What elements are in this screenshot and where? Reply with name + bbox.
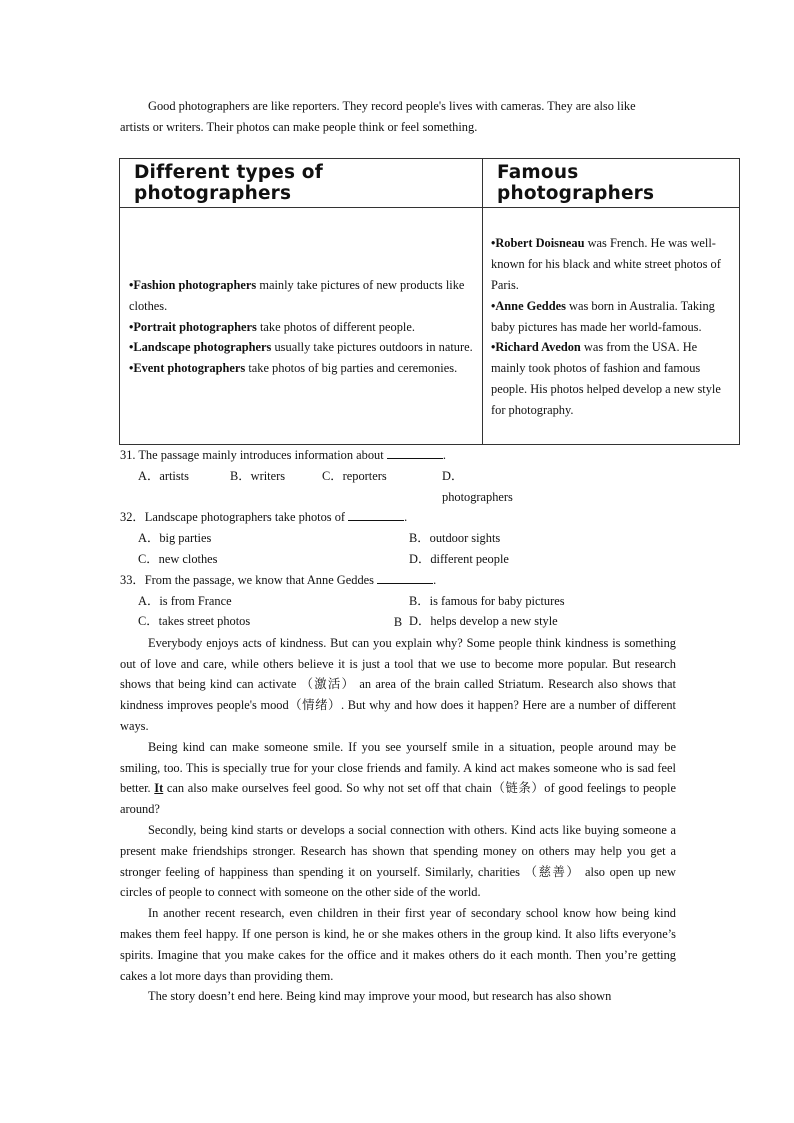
option-d: D．helps develop a new style [409,614,558,629]
option-a: A．is from France [138,593,232,608]
passage-paragraph-1: Everybody enjoys acts of kindness. But can you explain why? Some people think kindness is something out of love and care, while others believe it is just a tool that we use to become more popular. But research shows that being kind can activate （激活） an area of the brain called Striatum. Research also shows that kindness improves people's mood（情绪）. But why and how does it happen? Here are a number of different ways. [120,635,676,733]
answer-blank [387,446,443,459]
passage-paragraph-3: Secondly, being kind starts or develops a social connection with others. Kind acts like buying someone a present make friendships stronger. Research has shown that spending money on others may help you get a stronger feeling of happiness than spending it on yourself. Similarly, charities （慈善） also open up new circles of people to connect with someone on the other side of the world. [120,822,676,900]
passage-b [120,612,676,1007]
option-a: A．big parties [138,531,212,546]
type-item-fashion: •Fashion photographers mainly take pictures of new products like clothes. [129,278,465,313]
passage-paragraph-5: The story doesn’t end here. Being kind may improve your mood, but research has also shown [148,989,612,1004]
passage-paragraph-4: In another recent research, even children in their first year of secondary school know how being kind makes them feel happy. If one person is kind, he or she makes others in the group kind. It also lifts everyone’s spirits. Imagine that you make cakes for the office and it makes others do it each month. Then you’re getting cakes a lot more days than providing them. [120,906,676,983]
answer-blank [377,571,433,584]
options-31 [120,466,680,508]
option-c: C．new clothes [138,551,218,566]
type-item-landscape: •Landscape photographers usually take pictures outdoors in nature. [129,340,473,355]
options-32-row1 [120,528,680,549]
option-c: C．reporters [322,468,387,483]
famous-cell [483,208,740,445]
table-header-types: Different types of photographers [120,159,483,208]
section-heading: B [393,615,403,629]
option-a: A．artists [138,468,189,483]
intro-paragraph: Good photographers are like reporters. They record people's lives with cameras. They are also like artists or writers. Their photos can make people think or feel something. [120,99,636,134]
famous-item-geddes: •Anne Geddes was born in Australia. Taking baby pictures has made her world-famous. [491,298,715,334]
question-33: 33．From the passage, we know that Anne Geddes . [120,572,437,587]
document-page [120,96,676,149]
famous-item-doisneau: •Robert Doisneau was French. He was well-known for his black and white street photos of Paris. [491,236,721,292]
passage-paragraph-2: Being kind can make someone smile. If you see yourself smile in a situation, people around may be smiling, too. This is specially true for your close friends and family. A kind act makes someone who is sad feel better. It can also make ourselves feel good. So why not set off that chain（链条）of good feelings to people around? [120,739,676,817]
underlined-word: It [154,781,164,796]
type-item-event: •Event photographers take photos of big parties and ceremonies. [129,361,458,376]
option-b: B．writers [230,468,286,483]
option-d: D．different people [409,551,509,566]
photographers-table [119,158,740,445]
answer-blank [348,508,404,521]
famous-item-avedon: •Richard Avedon was from the USA. He mainly took photos of fashion and famous people. His photos helped develop a new style for photography. [491,340,721,417]
questions [120,445,680,632]
option-c: C．takes street photos [138,614,251,629]
option-b: B．is famous for baby pictures [409,593,565,608]
question-32: 32．Landscape photographers take photos of . [120,510,408,525]
type-item-portrait: •Portrait photographers take photos of different people. [129,319,415,334]
options-33-row1 [120,591,680,612]
table-header-famous: Famous photographers [483,159,740,208]
question-31: 31. The passage mainly introduces information about . [120,448,446,462]
option-b: B．outdoor sights [409,531,501,546]
types-cell [120,208,483,445]
option-d: D．photographers [442,468,513,504]
options-32-row2 [120,549,680,570]
